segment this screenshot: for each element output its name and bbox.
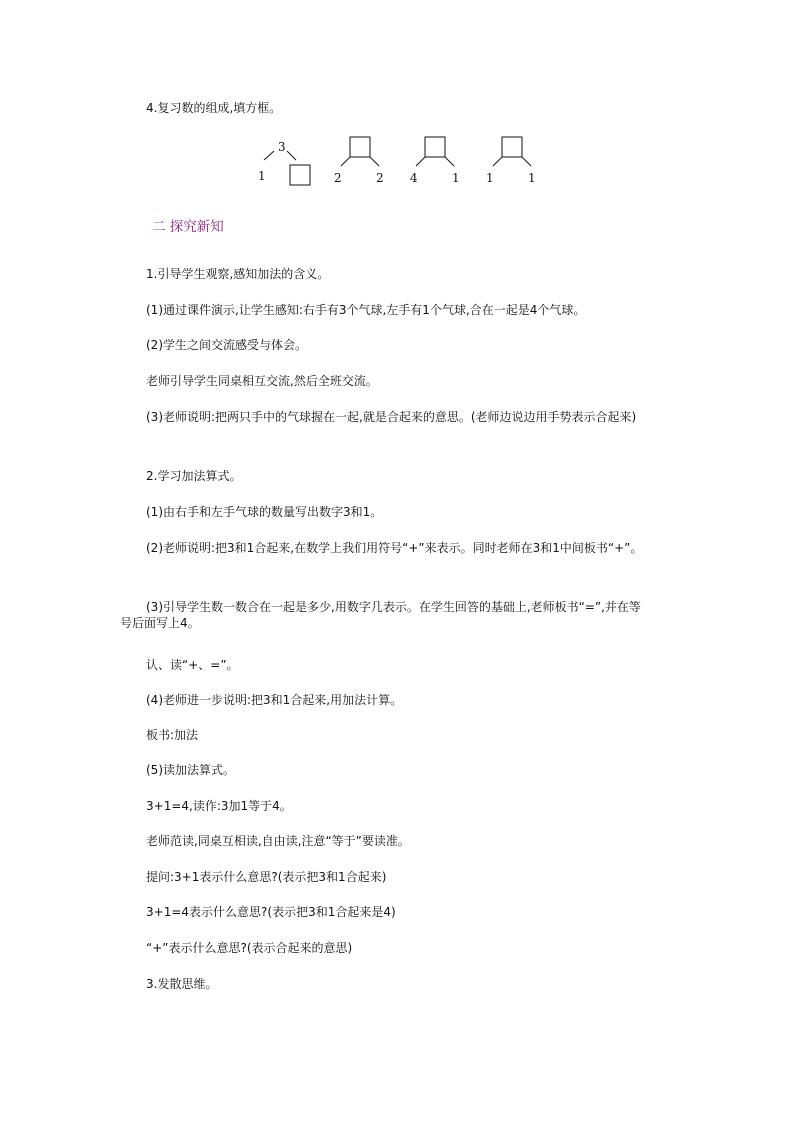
step-1-2-note: 老师引导学生同桌相互交流,然后全班交流。 (146, 374, 378, 388)
section-heading-explore-new-knowledge: 二 探究新知 (152, 219, 224, 235)
tree-1-right-branch (287, 151, 296, 160)
composition-tree-2 (334, 137, 384, 185)
step-2-5: (5)读加法算式。 (146, 763, 235, 777)
step-2-2: (2)老师说明:把3和1合起来,在数学上我们用符号“+”来表示。同时老师在3和1中间板书“+”。 (146, 541, 643, 555)
tree-3-left-branch (416, 157, 425, 166)
tree-3-answer-box[interactable] (425, 137, 445, 157)
composition-tree-1 (258, 140, 310, 185)
step-2-3: (3)引导学生数一数合在一起是多少,用数字几表示。在学生回答的基础上,老师板书“=”,并在等号后面写上4。 (120, 600, 641, 630)
tree-2-answer-box[interactable] (350, 137, 370, 157)
blackboard-note: 板书:加法 (146, 728, 199, 742)
tree-1-top: 3 (278, 140, 286, 154)
tree-4-answer-box[interactable] (502, 137, 522, 157)
tree-4-left-branch (493, 157, 502, 166)
step-1-1: (1)通过课件演示,让学生感知:右手有3个气球,左手有1个气球,合在一起是4个气球。 (146, 303, 586, 317)
question-1: 提问:3+1表示什么意思?(表示把3和1合起来) (146, 870, 387, 884)
composition-tree-3 (410, 137, 460, 185)
reading-practice: 老师范读,同桌互相读,自由读,注意“等于”要读准。 (146, 834, 410, 848)
tree-2-right-branch (370, 157, 379, 166)
step-1-2: (2)学生之间交流感受与体会。 (146, 338, 307, 352)
tree-2-left-branch (341, 157, 350, 166)
equation-reading: 3+1=4,读作:3加1等于4。 (146, 799, 292, 813)
tree-3-right-branch (445, 157, 454, 166)
number-composition-diagram (240, 136, 560, 192)
tree-4-right-branch (522, 157, 531, 166)
composition-tree-4 (486, 137, 536, 185)
review-item-4: 4.复习数的组成,填方框。 (146, 101, 282, 115)
step-1-3: (3)老师说明:把两只手中的气球握在一起,就是合起来的意思。(老师边说边用手势表示合起来) (146, 410, 637, 424)
step-2-4: (4)老师进一步说明:把3和1合起来,用加法计算。 (146, 693, 403, 707)
tree-4-left: 1 (486, 171, 494, 185)
step-2-3-note: 认、读“+、=”。 (146, 658, 239, 672)
question-3: “+”表示什么意思?(表示合起来的意思) (146, 941, 353, 955)
step-2-heading: 2.学习加法算式。 (146, 469, 242, 483)
tree-1-left: 1 (258, 169, 266, 183)
tree-1-left-branch (264, 151, 274, 160)
step-1-heading: 1.引导学生观察,感知加法的含义。 (146, 267, 330, 281)
tree-3-left: 4 (410, 171, 418, 185)
step-2-1: (1)由右手和左手气球的数量写出数字3和1。 (146, 505, 383, 519)
question-2: 3+1=4表示什么意思?(表示把3和1合起来是4) (146, 905, 396, 919)
tree-3-right: 1 (452, 171, 460, 185)
tree-4-right: 1 (528, 171, 536, 185)
step-3-heading: 3.发散思维。 (146, 977, 218, 991)
tree-2-left: 2 (334, 171, 342, 185)
tree-1-answer-box[interactable] (290, 165, 310, 185)
tree-2-right: 2 (376, 171, 384, 185)
